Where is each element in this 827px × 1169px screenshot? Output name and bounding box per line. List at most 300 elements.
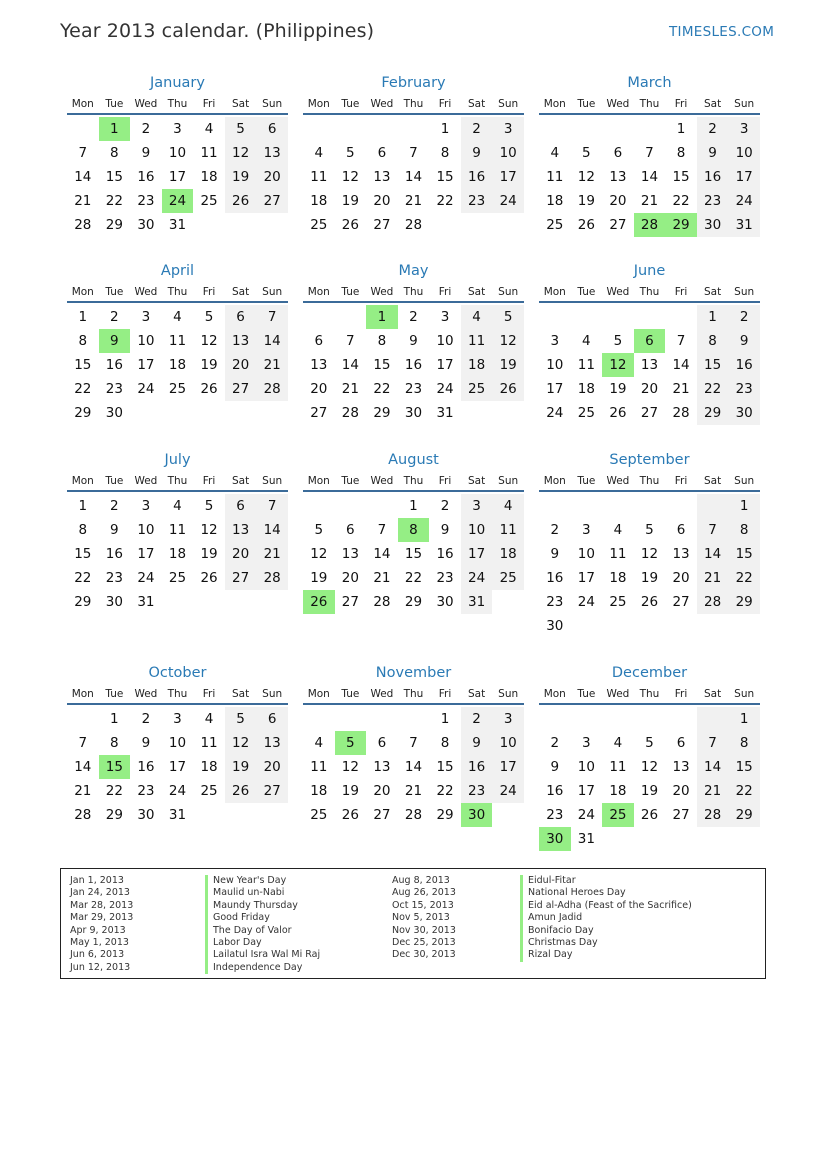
day-cell: 17	[137, 546, 155, 562]
day-cell: 24	[461, 566, 493, 590]
holiday-day: 1	[99, 117, 131, 141]
legend-holiday-name: Bonifacio Day	[520, 925, 594, 937]
day-cell: 16	[137, 169, 155, 185]
day-cell: 13	[341, 546, 359, 562]
day-grid	[303, 305, 524, 425]
day-cell: 1	[78, 498, 88, 514]
day-cell: 16	[697, 165, 729, 189]
day-cell: 19	[200, 546, 218, 562]
day-cell: 10	[492, 141, 524, 165]
weekday-label: Tue	[105, 688, 124, 700]
month-name: December	[611, 665, 688, 681]
blank-cell	[398, 117, 430, 141]
day-cell: 9	[550, 546, 560, 562]
blank-cell	[634, 707, 666, 731]
holiday-legend	[60, 868, 766, 979]
day-cell: 3	[492, 707, 524, 731]
weekday-label: Sat	[703, 475, 722, 487]
weekday-label: Sat	[703, 286, 722, 298]
day-cell: 20	[225, 542, 257, 566]
day-cell: 4	[461, 305, 493, 329]
day-cell: 30	[105, 405, 123, 421]
weekday-label: Thu	[639, 475, 660, 487]
day-cell: 17	[492, 755, 524, 779]
day-cell: 1	[697, 305, 729, 329]
day-cell: 21	[640, 193, 659, 209]
day-cell: 22	[728, 779, 760, 803]
day-cell: 29	[728, 590, 760, 614]
day-cell: 2	[141, 121, 151, 137]
holiday-day: 30	[539, 827, 571, 851]
day-cell: 21	[74, 193, 92, 209]
weekday-label: Sat	[467, 475, 486, 487]
day-cell: 10	[728, 141, 760, 165]
weekday-label: Sat	[467, 688, 486, 700]
day-cell: 12	[225, 731, 257, 755]
legend-date: Mar 28, 2013	[70, 899, 134, 911]
day-cell: 26	[577, 217, 595, 233]
day-cell: 26	[640, 594, 659, 610]
weekday-header	[303, 283, 524, 303]
weekday-label: Thu	[167, 286, 188, 298]
day-cell: 22	[74, 570, 92, 586]
weekday-label: Thu	[167, 98, 188, 110]
day-cell: 1	[728, 707, 760, 731]
blank-cell	[665, 707, 697, 731]
day-cell: 21	[74, 783, 92, 799]
day-cell: 5	[225, 117, 257, 141]
day-cell: 23	[404, 381, 423, 397]
day-cell: 3	[440, 309, 450, 325]
day-cell: 4	[314, 145, 324, 161]
month-july	[67, 451, 288, 614]
day-cell: 17	[492, 165, 524, 189]
weekday-label: Sun	[262, 286, 283, 298]
day-cell: 20	[310, 381, 328, 397]
day-cell: 2	[440, 498, 450, 514]
weekday-label: Sat	[703, 98, 722, 110]
day-cell: 6	[256, 117, 288, 141]
blank-cell	[366, 117, 398, 141]
day-cell: 18	[168, 546, 187, 562]
weekday-label: Fri	[438, 688, 452, 700]
day-cell: 23	[461, 779, 493, 803]
day-cell: 6	[225, 494, 257, 518]
day-cell: 19	[640, 783, 659, 799]
month-january	[67, 74, 288, 237]
day-cell: 5	[346, 145, 355, 161]
day-cell: 18	[310, 783, 328, 799]
day-cell: 10	[461, 518, 493, 542]
holiday-day: 24	[162, 189, 194, 213]
weekday-label: Wed	[134, 475, 158, 487]
day-cell: 4	[173, 309, 182, 325]
day-cell: 26	[225, 189, 257, 213]
day-cell: 15	[728, 755, 760, 779]
weekday-label: Thu	[639, 98, 660, 110]
blank-cell	[697, 494, 729, 518]
day-cell: 25	[492, 566, 524, 590]
holiday-day: 6	[634, 329, 666, 353]
day-cell: 19	[310, 570, 328, 586]
legend-date: Aug 26, 2013	[392, 887, 456, 899]
weekday-label: Wed	[370, 688, 394, 700]
day-cell: 2	[461, 707, 493, 731]
day-cell: 22	[105, 193, 123, 209]
day-cell: 13	[256, 141, 288, 165]
month-february	[303, 74, 524, 237]
weekday-label: Fri	[674, 98, 688, 110]
day-cell: 8	[676, 145, 686, 161]
legend-holiday-name: Eidul-Fitar	[520, 875, 576, 887]
weekday-label: Wed	[134, 688, 158, 700]
day-cell: 9	[409, 333, 418, 349]
blank-cell	[634, 494, 666, 518]
day-cell: 5	[314, 522, 324, 538]
day-cell: 14	[404, 169, 423, 185]
day-cell: 22	[404, 570, 423, 586]
blank-cell	[67, 707, 99, 731]
day-cell: 27	[225, 566, 257, 590]
day-cell: 9	[141, 735, 151, 751]
month-may	[303, 262, 524, 425]
day-cell: 14	[672, 357, 690, 373]
day-cell: 31	[137, 594, 155, 610]
day-cell: 24	[168, 783, 187, 799]
day-cell: 29	[105, 807, 123, 823]
day-cell: 24	[492, 189, 524, 213]
day-cell: 14	[697, 755, 729, 779]
day-cell: 26	[640, 807, 659, 823]
weekday-label: Fri	[674, 475, 688, 487]
day-cell: 21	[697, 779, 729, 803]
blank-cell	[539, 494, 571, 518]
blank-cell	[303, 305, 335, 329]
day-cell: 9	[461, 731, 493, 755]
day-cell: 12	[492, 329, 524, 353]
weekday-label: Tue	[341, 475, 360, 487]
day-cell: 9	[461, 141, 493, 165]
holiday-day: 5	[335, 731, 367, 755]
day-cell: 15	[105, 169, 123, 185]
month-name: January	[150, 75, 205, 91]
day-cell: 22	[105, 783, 123, 799]
day-cell: 5	[582, 145, 591, 161]
day-cell: 24	[137, 570, 155, 586]
day-cell: 3	[141, 498, 151, 514]
day-cell: 19	[640, 570, 659, 586]
day-cell: 31	[168, 217, 187, 233]
legend-holiday-name: Amun Jadid	[520, 912, 582, 924]
day-cell: 5	[492, 305, 524, 329]
holiday-day: 15	[99, 755, 131, 779]
day-cell: 20	[672, 570, 690, 586]
day-cell: 30	[105, 594, 123, 610]
day-cell: 10	[137, 522, 155, 538]
day-cell: 31	[168, 807, 187, 823]
weekday-label: Sun	[734, 286, 755, 298]
day-cell: 5	[613, 333, 623, 349]
weekday-label: Tue	[105, 98, 124, 110]
weekday-label: Mon	[543, 286, 566, 298]
weekday-label: Wed	[134, 286, 158, 298]
weekday-label: Tue	[105, 475, 124, 487]
weekday-label: Fri	[202, 286, 216, 298]
month-name: May	[398, 263, 429, 279]
day-cell: 30	[728, 401, 760, 425]
day-cell: 29	[74, 594, 92, 610]
day-cell: 26	[225, 779, 257, 803]
day-cell: 30	[697, 213, 729, 237]
weekday-header	[539, 685, 760, 705]
day-cell: 12	[341, 169, 359, 185]
weekday-header	[303, 472, 524, 492]
day-cell: 30	[546, 618, 564, 634]
weekday-label: Mon	[543, 475, 566, 487]
day-cell: 2	[110, 309, 119, 325]
weekday-label: Thu	[403, 475, 424, 487]
blank-cell	[665, 305, 697, 329]
weekday-label: Sun	[734, 688, 755, 700]
month-name: October	[148, 665, 207, 681]
month-name: September	[609, 452, 690, 468]
day-cell: 19	[200, 357, 218, 373]
day-cell: 2	[409, 309, 418, 325]
day-cell: 7	[409, 735, 418, 751]
day-cell: 19	[225, 165, 257, 189]
day-cell: 17	[168, 759, 187, 775]
blank-cell	[335, 117, 367, 141]
weekday-label: Fri	[438, 98, 452, 110]
day-cell: 28	[404, 217, 423, 233]
weekday-label: Sun	[262, 475, 283, 487]
day-cell: 6	[314, 333, 324, 349]
day-cell: 3	[141, 309, 151, 325]
day-cell: 26	[200, 570, 218, 586]
day-cell: 16	[546, 570, 564, 586]
weekday-header	[539, 472, 760, 492]
weekday-label: Tue	[341, 688, 360, 700]
day-grid	[67, 117, 288, 237]
weekday-label: Fri	[202, 688, 216, 700]
day-grid	[303, 707, 524, 827]
day-cell: 25	[609, 594, 627, 610]
blank-cell	[602, 494, 634, 518]
legend-date: Nov 5, 2013	[392, 912, 450, 924]
day-cell: 25	[310, 217, 328, 233]
day-cell: 16	[546, 783, 564, 799]
weekday-label: Mon	[71, 475, 94, 487]
day-cell: 23	[546, 807, 564, 823]
day-cell: 9	[141, 145, 151, 161]
weekday-header	[539, 95, 760, 115]
day-cell: 7	[676, 333, 686, 349]
day-cell: 23	[137, 193, 155, 209]
day-cell: 25	[168, 570, 187, 586]
day-cell: 7	[256, 305, 288, 329]
day-grid	[67, 305, 288, 425]
day-cell: 15	[74, 546, 92, 562]
weekday-label: Fri	[202, 475, 216, 487]
day-cell: 20	[373, 783, 391, 799]
day-cell: 11	[609, 546, 627, 562]
day-cell: 27	[341, 594, 359, 610]
day-cell: 22	[436, 193, 454, 209]
day-cell: 27	[373, 217, 391, 233]
day-grid	[303, 494, 524, 614]
day-cell: 13	[310, 357, 328, 373]
day-cell: 19	[577, 193, 595, 209]
day-cell: 28	[672, 405, 690, 421]
day-cell: 3	[582, 522, 591, 538]
weekday-label: Tue	[577, 688, 596, 700]
month-name: November	[375, 665, 452, 681]
day-cell: 14	[256, 518, 288, 542]
weekday-label: Mon	[307, 286, 330, 298]
day-cell: 2	[728, 305, 760, 329]
weekday-label: Wed	[606, 286, 630, 298]
weekday-label: Tue	[577, 475, 596, 487]
page-title: Year 2013 calendar. (Philippines)	[60, 20, 375, 42]
day-cell: 7	[697, 731, 729, 755]
blank-cell	[571, 117, 603, 141]
blank-cell	[366, 494, 398, 518]
weekday-label: Sat	[231, 688, 250, 700]
day-cell: 10	[577, 546, 595, 562]
day-cell: 5	[204, 498, 214, 514]
holiday-day: 29	[665, 213, 697, 237]
legend-date: May 1, 2013	[70, 937, 129, 948]
day-cell: 6	[676, 735, 686, 751]
month-name: August	[388, 452, 439, 468]
blank-cell	[602, 707, 634, 731]
weekday-label: Thu	[403, 286, 424, 298]
day-cell: 20	[341, 570, 359, 586]
day-cell: 7	[256, 494, 288, 518]
day-cell: 4	[613, 522, 623, 538]
weekday-label: Sat	[703, 688, 722, 700]
weekday-label: Thu	[167, 475, 188, 487]
day-cell: 11	[310, 759, 328, 775]
weekday-label: Thu	[403, 688, 424, 700]
month-august	[303, 451, 524, 614]
legend-date: Apr 9, 2013	[70, 924, 126, 936]
month-december	[539, 664, 760, 851]
day-cell: 6	[377, 145, 387, 161]
day-cell: 5	[645, 522, 654, 538]
blank-cell	[571, 494, 603, 518]
day-cell: 29	[436, 807, 454, 823]
day-cell: 17	[168, 169, 187, 185]
day-cell: 22	[672, 193, 690, 209]
day-cell: 28	[74, 807, 92, 823]
month-march	[539, 74, 760, 237]
day-cell: 8	[728, 731, 760, 755]
legend-holiday-name: Rizal Day	[520, 949, 572, 961]
blank-cell	[634, 117, 666, 141]
weekday-header	[539, 283, 760, 303]
blank-cell	[697, 707, 729, 731]
legend-date: Nov 30, 2013	[392, 924, 456, 936]
brand-link[interactable]: TIMESLES.COM	[669, 24, 775, 40]
day-cell: 25	[546, 217, 564, 233]
day-cell: 5	[204, 309, 214, 325]
day-cell: 20	[225, 353, 257, 377]
day-cell: 17	[461, 542, 493, 566]
day-cell: 26	[492, 377, 524, 401]
weekday-label: Fri	[674, 688, 688, 700]
day-cell: 12	[200, 522, 218, 538]
day-cell: 14	[256, 329, 288, 353]
day-cell: 18	[168, 357, 187, 373]
day-cell: 13	[256, 731, 288, 755]
day-cell: 25	[577, 405, 595, 421]
day-cell: 8	[440, 735, 450, 751]
holiday-day: 26	[303, 590, 335, 614]
day-cell: 13	[672, 759, 690, 775]
day-cell: 4	[204, 711, 214, 727]
legend-date: Jan 24, 2013	[70, 887, 130, 899]
day-cell: 3	[173, 711, 182, 727]
weekday-label: Tue	[577, 286, 596, 298]
weekday-label: Sun	[734, 98, 755, 110]
day-cell: 19	[341, 783, 359, 799]
legend-holiday-name: Christmas Day	[520, 937, 598, 949]
day-grid	[67, 494, 288, 614]
day-grid	[539, 494, 760, 638]
weekday-label: Thu	[403, 98, 424, 110]
day-cell: 30	[137, 807, 155, 823]
day-cell: 5	[225, 707, 257, 731]
day-cell: 23	[137, 783, 155, 799]
day-cell: 20	[256, 165, 288, 189]
holiday-day: 25	[602, 803, 634, 827]
day-grid	[67, 707, 288, 827]
day-cell: 8	[110, 145, 119, 161]
day-cell: 2	[461, 117, 493, 141]
day-cell: 24	[546, 405, 564, 421]
month-name: July	[164, 452, 191, 468]
day-cell: 20	[609, 193, 627, 209]
day-cell: 8	[78, 333, 88, 349]
weekday-label: Fri	[674, 286, 688, 298]
day-cell: 27	[256, 779, 288, 803]
day-cell: 10	[436, 333, 454, 349]
day-cell: 2	[141, 711, 151, 727]
day-cell: 5	[645, 735, 654, 751]
day-cell: 1	[440, 711, 450, 727]
weekday-label: Thu	[639, 286, 660, 298]
day-cell: 24	[436, 381, 454, 397]
weekday-label: Tue	[341, 286, 360, 298]
holiday-day: 30	[461, 803, 493, 827]
day-cell: 31	[436, 405, 454, 421]
weekday-header	[67, 95, 288, 115]
day-cell: 4	[314, 735, 324, 751]
day-cell: 17	[137, 357, 155, 373]
day-cell: 24	[137, 381, 155, 397]
blank-cell	[571, 707, 603, 731]
day-cell: 20	[373, 193, 391, 209]
weekday-label: Sat	[467, 98, 486, 110]
day-grid	[539, 707, 760, 851]
day-cell: 16	[105, 357, 123, 373]
day-cell: 4	[582, 333, 591, 349]
weekday-label: Tue	[341, 98, 360, 110]
day-cell: 16	[436, 546, 454, 562]
day-cell: 27	[609, 217, 627, 233]
day-cell: 27	[672, 807, 690, 823]
